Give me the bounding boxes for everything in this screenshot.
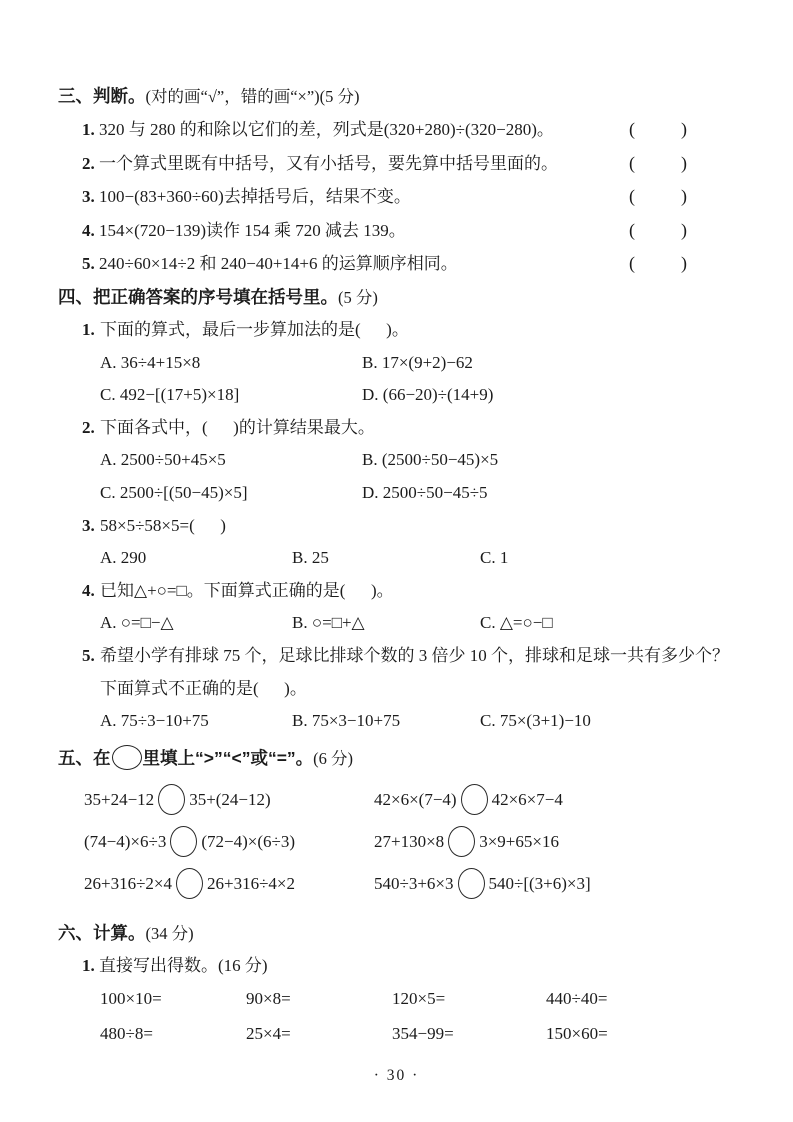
calc-problem: 354−99= (392, 1023, 454, 1043)
option: C. 492−[(17+5)×18] (100, 385, 240, 405)
options-row (58, 444, 735, 477)
comparison-item (374, 863, 735, 905)
item-number: 5. (82, 254, 95, 274)
fill-circle (461, 784, 488, 815)
calc-problems-row (58, 982, 735, 1017)
judge-heading-text: 三、判断。 (58, 86, 146, 106)
options-row (58, 705, 735, 738)
calc-heading-text: 六、计算。 (58, 922, 146, 943)
answer-blank: ( ) (629, 253, 687, 274)
calc-subsection-heading (58, 950, 735, 983)
answer-blank: ( ) (629, 119, 687, 139)
comparison-item (84, 821, 374, 863)
right-expression: 540÷[(3+6)×3] (488, 873, 591, 893)
item-number: 3. (82, 187, 95, 207)
left-expression: 42×6×(7−4) (374, 789, 457, 809)
option: A. ○=□−△ (100, 613, 174, 633)
page-number: · 30 · (373, 1067, 420, 1085)
option: D. (66−20)÷(14+9) (362, 385, 494, 405)
option: A. 2500÷50+45×5 (100, 450, 226, 470)
item-number: 3. (82, 515, 95, 535)
left-expression: 35+24−12 (84, 789, 155, 809)
calc-problem: 100×10= (100, 989, 162, 1009)
option: B. 17×(9+2)−62 (362, 352, 473, 372)
calc-heading-note: (34 分) (145, 923, 194, 943)
question-text: 已知△+○=□。下面算式正确的是( )。 (100, 580, 394, 600)
choice-heading-note: (5 分) (338, 287, 378, 307)
fill-circle (448, 826, 475, 857)
item-number: 2. (82, 153, 95, 173)
right-expression: 26+316÷4×2 (207, 873, 296, 893)
judge-item (58, 180, 735, 214)
judge-item-text: 320 与 280 的和除以它们的差，列式是(320+280)÷(320−280)。 (99, 120, 554, 139)
item-number: 1. (82, 319, 95, 339)
options-row (58, 347, 735, 380)
item-number: 4. (82, 580, 95, 600)
fill-circle (158, 784, 185, 815)
option: A. 36÷4+15×8 (100, 352, 201, 372)
section-compare (58, 742, 735, 905)
compare-heading-prefix: 五、在 (58, 747, 111, 768)
judge-item (58, 247, 735, 281)
options-row (58, 477, 735, 510)
question-text: 下面的算式，最后一步算加法的是( )。 (100, 319, 409, 339)
calc-problem: 90×8= (246, 989, 291, 1009)
options-row (58, 542, 735, 575)
comparison-item (374, 779, 735, 821)
fill-circle-icon (112, 745, 142, 770)
calc-problem: 150×60= (546, 1023, 608, 1043)
fill-circle (176, 868, 203, 899)
option: B. ○=□+△ (292, 613, 365, 633)
judge-item (58, 147, 735, 181)
question-text: 58×5÷58×5=( ) (100, 515, 226, 535)
question-stem (58, 575, 735, 608)
calc-problems-row (58, 1017, 735, 1052)
right-expression: (72−4)×(6÷3) (201, 831, 295, 851)
section-judge (58, 80, 735, 281)
option: C. 75×(3+1)−10 (480, 711, 591, 731)
right-expression: 35+(24−12) (189, 789, 271, 809)
question-stem (58, 510, 735, 543)
section-calc (58, 917, 735, 1052)
question-stem (58, 640, 735, 705)
question-stem (58, 314, 735, 347)
section-calc-heading (58, 917, 735, 950)
item-number: 1. (82, 955, 95, 975)
options-row (58, 607, 735, 640)
left-expression: 27+130×8 (374, 831, 445, 851)
judge-heading-note: (对的画“√”，错的画“×”)(5 分) (145, 87, 360, 106)
option: B. (2500÷50−45)×5 (362, 450, 499, 470)
section-judge-heading (58, 80, 735, 113)
option: C. △=○−□ (480, 613, 553, 633)
option: C. 1 (480, 548, 509, 568)
left-expression: 26+316÷2×4 (84, 873, 173, 893)
choice-heading-text: 四、把正确答案的序号填在括号里。 (58, 286, 338, 307)
comparison-item (84, 863, 374, 905)
item-number: 2. (82, 417, 95, 437)
judge-item-text: 154×(720−139)读作 154 乘 720 减去 139。 (99, 220, 406, 240)
fill-circle (170, 826, 197, 857)
calc-problem: 440÷40= (546, 989, 608, 1009)
question-text: 下面各式中，( )的计算结果最大。 (100, 417, 375, 437)
option: D. 2500÷50−45÷5 (362, 482, 488, 502)
options-row (58, 379, 735, 412)
judge-item-text: 一个算式里既有中括号，又有小括号，要先算中括号里面的。 (99, 153, 558, 173)
judge-item (58, 113, 735, 147)
answer-blank: ( ) (629, 219, 687, 240)
item-number: 4. (82, 220, 95, 240)
option: A. 290 (100, 548, 147, 568)
fill-circle (458, 868, 485, 899)
question-text: 希望小学有排球 75 个，足球比排球个数的 3 倍少 10 个，排球和足球一共有多少个？ 下面算式不正确的是( )。 (100, 645, 729, 698)
option: C. 2500÷[(50−45)×5] (100, 482, 248, 502)
option: B. 25 (292, 548, 329, 568)
right-expression: 42×6×7−4 (491, 789, 563, 809)
calc-subsection-title: 直接写出得数。 (99, 955, 218, 975)
option: A. 75÷3−10+75 (100, 711, 209, 731)
comparison-item (374, 821, 735, 863)
judge-item-text: 100−(83+360÷60)去掉括号后，结果不变。 (99, 187, 411, 207)
item-number: 5. (82, 645, 95, 665)
comparison-grid (58, 779, 735, 905)
answer-blank: ( ) (629, 152, 687, 173)
compare-heading-note: (6 分) (313, 748, 354, 768)
calc-problem: 480÷8= (100, 1023, 153, 1043)
calc-problem: 25×4= (246, 1023, 291, 1043)
judge-item-text: 240÷60×14÷2 和 240−40+14+6 的运算顺序相同。 (99, 254, 458, 274)
left-expression: (74−4)×6÷3 (84, 831, 167, 851)
section-compare-heading (58, 742, 735, 775)
left-expression: 540÷3+6×3 (374, 873, 454, 893)
answer-blank: ( ) (629, 186, 687, 207)
item-number: 1. (82, 120, 95, 139)
question-stem (58, 412, 735, 445)
comparison-item (84, 779, 374, 821)
option: B. 75×3−10+75 (292, 711, 401, 731)
calc-subsection-note: (16 分) (218, 955, 268, 975)
compare-heading-suffix: 里填上“>”“<”或“=”。 (142, 747, 314, 768)
calc-problem: 120×5= (392, 989, 446, 1009)
section-choice-heading (58, 281, 735, 314)
judge-item (58, 214, 735, 248)
section-choice (58, 281, 735, 738)
right-expression: 3×9+65×16 (479, 831, 559, 851)
